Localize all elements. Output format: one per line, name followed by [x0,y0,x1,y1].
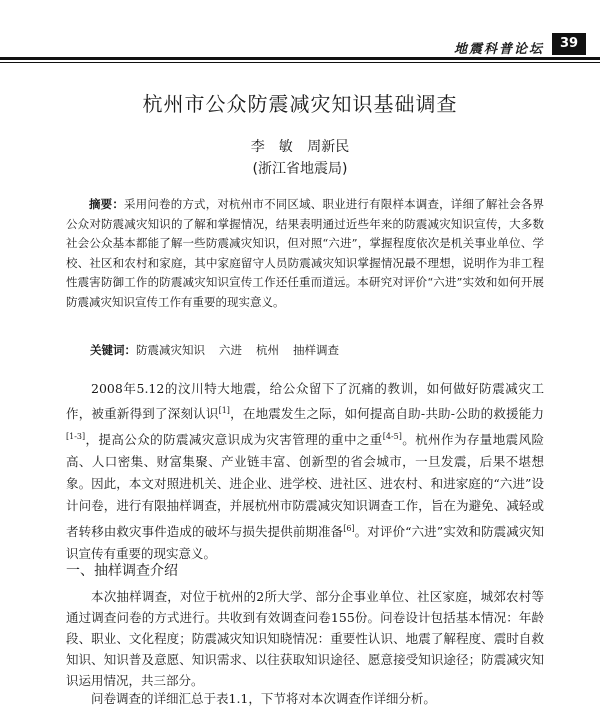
keyword: 防震减灾知识 [136,343,205,357]
author-2: 周新民 [307,139,350,155]
intro-paragraph: 2008年5.12的汶川特大地震，给公众留下了沉痛的教训，如何做好防震减灾工作，被重新得到了深刻认识[1]，在地震发生之际，如何提高自助-共助-公助的救援能力[1-3]，提高公众的防震减灾意识成为灾害管理的重中之重[4-5]。杭州作为存量地震风险高、人口密集、财富集聚、产业链丰富、创新型的省会城市，一旦发震，后果不堪想象。因此，本文对照进机关、进企业、进学校、进社区、进农村、和进家庭的“六进”设计问卷，进行有限抽样调查，并展杭州市防震减灾知识调查工作，旨在为避免、减轻或者转移由救灾事件造成的破坏与损失提供前期准备[6]。对评价“六进”实效和防震减灾知识宣传有重要的现实意义。 [66,381,544,561]
citation: [6] [343,523,355,533]
article-title: 杭州市公众防震减灾知识基础调查 [142,92,458,116]
citation: [4-5] [382,431,402,441]
journal-section-label: 地震科普论坛 [453,42,544,57]
keywords-label: 关键词： [90,343,136,357]
section-paragraph-2: 问卷调查的详细汇总于表1.1，下节将对本次调查作详细分析。 [91,691,436,706]
affiliation: (浙江省地震局) [252,161,348,177]
section-heading: 一、抽样调查介绍 [66,563,178,579]
abstract [66,195,544,312]
header-rule-thin [0,62,600,63]
authors [0,136,600,156]
abstract-label: 摘要： [89,197,125,211]
keywords [90,342,353,358]
author-1: 李 敏 [250,139,293,155]
keyword: 六进 [219,343,242,357]
keyword: 杭州 [256,343,279,357]
citation: [1] [218,406,230,416]
section-paragraph: 本次抽样调查，对位于杭州的2所大学、部分企事业单位、社区家庭，城郊农村等通过调查问卷的方式进行。共收到有效调查问卷155份。问卷设计包括基本情况：年龄段、职业、文化程度；防震减灾知识知晓情况：重要性认识、地震了解程度、震时自救知识、知识普及意愿、知识需求、以往获取知识途径、愿意接受知识途径；防震减灾知识运用情况，共三部分。 [66,589,544,688]
citation: [1-3] [66,431,86,441]
header-rule [0,57,600,60]
page-badge: 39 [552,33,586,55]
keyword: 抽样调查 [293,343,339,357]
abstract-text: 采用问卷的方式，对杭州市不同区域、职业进行有限样本调查，详细了解社会各界公众对防震减灾知识的了解和掌握情况，结果表明通过近些年来的防震减灾知识宣传，大多数社会公众基本都能了解一些防震减灾知识，但对照“六进”，掌握程度依次是机关事业单位、学校、社区和农村和家庭，其中家庭留守人员防震减灾知识掌握情况最不理想，说明作为非工程性震害防御工作的防震减灾知识宣传工作还任重而道远。本研究对评价“六进”实效和如何开展防震减灾知识宣传工作有重要的现实意义。 [66,197,544,309]
